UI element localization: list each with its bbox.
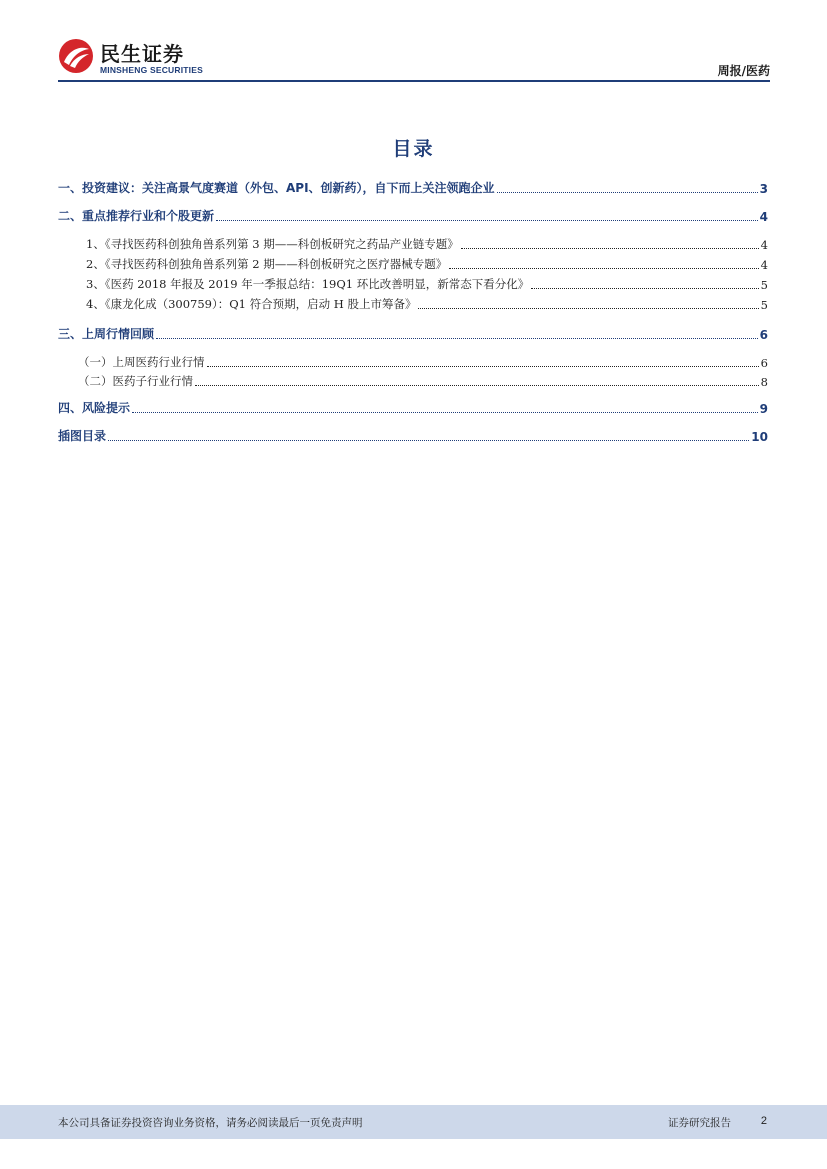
toc-title: 目录: [392, 138, 435, 160]
toc-page-number: 4: [760, 258, 768, 272]
toc-entry-text: 一、投资建议：关注高景气度赛道（外包、API、创新药），自下而上关注领跑企业: [58, 181, 495, 195]
toc-entry-text: 二、重点推荐行业和个股更新: [58, 209, 215, 223]
toc-leader-dots: [497, 192, 758, 193]
toc-entry-investment-advice[interactable]: [58, 178, 768, 196]
toc-entry-text: 1、《寻找医药科创独角兽系列第 3 期——科创板研究之药品产业链专题》: [86, 237, 459, 251]
toc-entry-text: 三、上周行情回顾: [58, 327, 155, 341]
header-divider: [58, 80, 770, 82]
toc-leader-dots: [195, 385, 759, 386]
toc-entry-sub-2[interactable]: [86, 254, 768, 272]
logo-text-cn: 民生证券: [100, 42, 184, 66]
toc-entry-text: 四、风险提示: [58, 401, 131, 415]
toc-entry-risk-warning[interactable]: [58, 398, 768, 416]
toc-entry-key-recommendations[interactable]: [58, 206, 768, 224]
toc-leader-dots: [449, 268, 758, 269]
toc-leader-dots: [156, 338, 758, 339]
logo-text-en: MINSHENG SECURITIES: [100, 65, 203, 75]
toc-page-number: 6: [760, 356, 768, 370]
toc-entry-text: 2、《寻找医药科创独角兽系列第 2 期——科创板研究之医疗器械专题》: [86, 257, 448, 271]
toc-page-number: 8: [760, 375, 768, 389]
footer-page-number: 2: [760, 1115, 767, 1127]
toc-entry-sub-subindustry[interactable]: [78, 371, 768, 389]
toc-leader-dots: [418, 308, 758, 309]
toc-entry-sub-1[interactable]: [86, 234, 768, 252]
toc-page-number: 6: [759, 328, 768, 342]
toc-page-number: 5: [760, 278, 768, 292]
toc-entry-text: 插图目录: [58, 429, 107, 443]
toc-page-number: 5: [760, 298, 768, 312]
toc-entry-text: 4、《康龙化成（300759）：Q1 符合预期，启动 H 股上市筹备》: [86, 297, 417, 311]
toc-entry-text: （一）上周医药行业行情: [78, 355, 205, 369]
toc-leader-dots: [216, 220, 758, 221]
toc-entry-figure-index[interactable]: [58, 426, 768, 444]
toc-page-number: 10: [751, 430, 768, 444]
page-header: [58, 36, 770, 82]
toc-leader-dots: [461, 248, 759, 249]
toc-leader-dots: [531, 288, 758, 289]
toc-entry-market-review[interactable]: [58, 324, 768, 342]
page-footer: [0, 1105, 827, 1139]
minsheng-logo: [58, 36, 208, 80]
toc-entry-sub-3[interactable]: [86, 274, 768, 292]
toc-page-number: 9: [759, 402, 768, 416]
toc-entry-text: （二）医药子行业行情: [78, 374, 193, 388]
toc-entry-text: 3、《医药 2018 年报及 2019 年一季报总结：19Q1 环比改善明显，新常态下看分化》: [86, 277, 530, 291]
toc-page-number: 3: [759, 182, 768, 196]
toc-page-number: 4: [759, 210, 768, 224]
toc-leader-dots: [132, 412, 758, 413]
toc-entry-sub-industry[interactable]: [78, 352, 768, 370]
footer-doc-type: 证券研究报告: [668, 1117, 731, 1129]
toc-entry-sub-4[interactable]: [86, 294, 768, 312]
report-category-label: 周报/医药: [717, 64, 770, 78]
toc-page-number: 4: [760, 238, 768, 252]
toc-leader-dots: [108, 440, 749, 441]
footer-disclaimer: 本公司具备证券投资咨询业务资格，请务必阅读最后一页免责声明: [58, 1117, 363, 1129]
minsheng-logo-icon: [58, 38, 94, 74]
toc-leader-dots: [207, 366, 759, 367]
